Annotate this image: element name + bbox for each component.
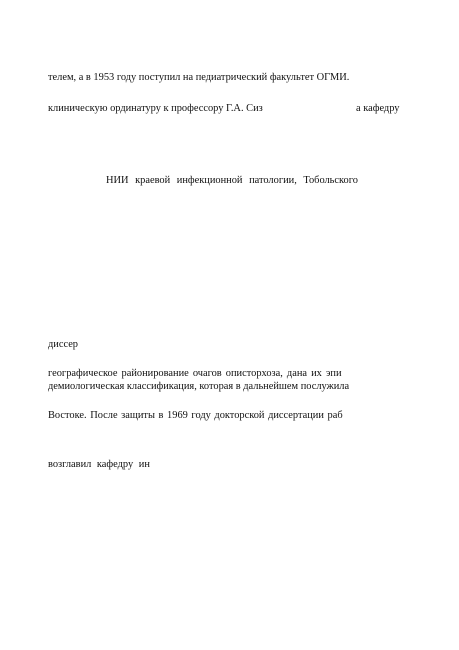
text-line-4: диссер xyxy=(48,339,79,350)
text-line-2: клиническую ординатуру к профессору Г.А. Сиз xyxy=(48,103,263,114)
text-line-6: демиологическая классификация, которая в дальнейшем послужила xyxy=(48,381,350,392)
text-line-7: Востоке. После защиты в 1969 году докторской диссертации раб xyxy=(48,410,343,421)
text-line-8: возглавил кафедру ин xyxy=(48,459,150,470)
text-line-3: НИИ краевой инфекционной патологии, Тобольского xyxy=(106,175,358,186)
text-line-2-end: а кафедру xyxy=(356,103,400,114)
text-line-5: географическое районирование очагов описторхоза, дана их эпи xyxy=(48,368,342,379)
text-line-1: телем, а в 1953 году поступил на педиатрический факультет ОГМИ. xyxy=(48,72,350,83)
